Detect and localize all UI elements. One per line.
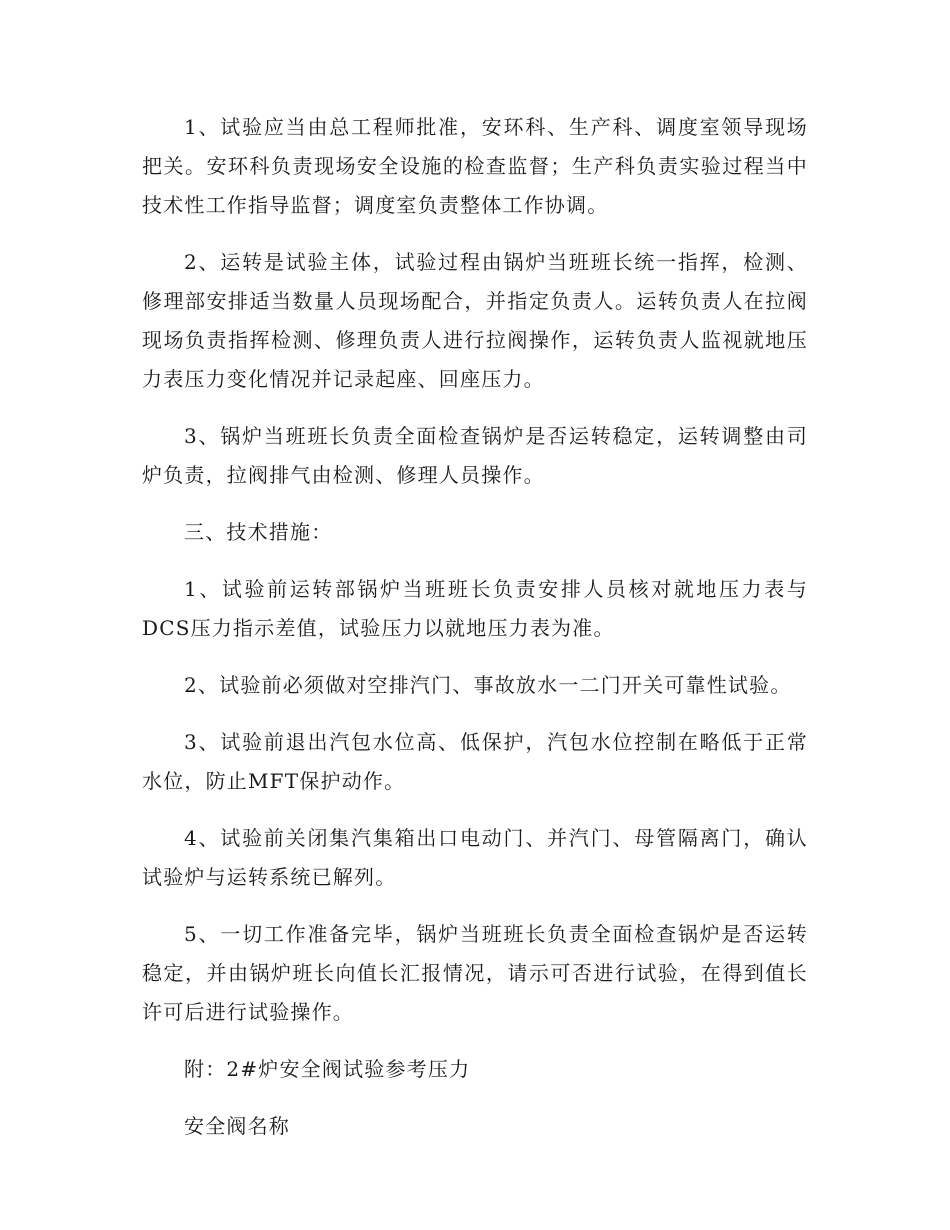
section-heading-technical-measures: 三、技术措施：	[184, 520, 333, 544]
paragraph-valve-reliability-test: 2、试验前必须做对空排汽门、事故放水一二门开关可靠性试验。	[184, 673, 792, 697]
paragraph-pressure-gauge-check: 1、试验前运转部锅炉当班班长负责安排人员核对就地压力表与DCS压力指示差值，试验压力以就地压力表为准。	[142, 577, 808, 640]
paragraph-shift-leader: 3、锅炉当班班长负责全面检查锅炉是否运转稳定，运转调整由司炉负责，拉阀排气由检测、修理人员操作。	[142, 424, 808, 487]
paragraph-water-level-protection: 3、试验前退出汽包水位高、低保护，汽包水位控制在略低于正常水位，防止MFT保护动作。	[142, 730, 808, 793]
paragraph-final-preparation: 5、一切工作准备完毕，锅炉当班班长负责全面检查锅炉是否运转稳定，并由锅炉班长向值长汇报情况，请示可否进行试验，在得到值长许可后进行试验操作。	[142, 922, 808, 1024]
paragraph-isolation-valves: 4、试验前关闭集汽集箱出口电动门、并汽门、母管隔离门，确认试验炉与运转系统已解列。	[142, 826, 808, 889]
paragraph-appendix-title: 附：2#炉安全阀试验参考压力	[184, 1057, 471, 1081]
paragraph-safety-valve-name: 安全阀名称	[184, 1114, 290, 1138]
paragraph-approval: 1、试验应当由总工程师批准，安环科、生产科、调度室领导现场把关。安环科负责现场安全设施的检查监督；生产科负责实验过程当中技术性工作指导监督；调度室负责整体工作协调。	[142, 115, 808, 217]
document-body	[142, 108, 808, 1164]
paragraph-operation-command: 2、运转是试验主体，试验过程由锅炉当班班长统一指挥，检测、修理部安排适当数量人员现场配合，并指定负责人。运转负责人在拉阀现场负责指挥检测、修理负责人进行拉阀操作，运转负责人监视就地压力表压力变化情况并记录起座、回座压力。	[142, 250, 808, 391]
